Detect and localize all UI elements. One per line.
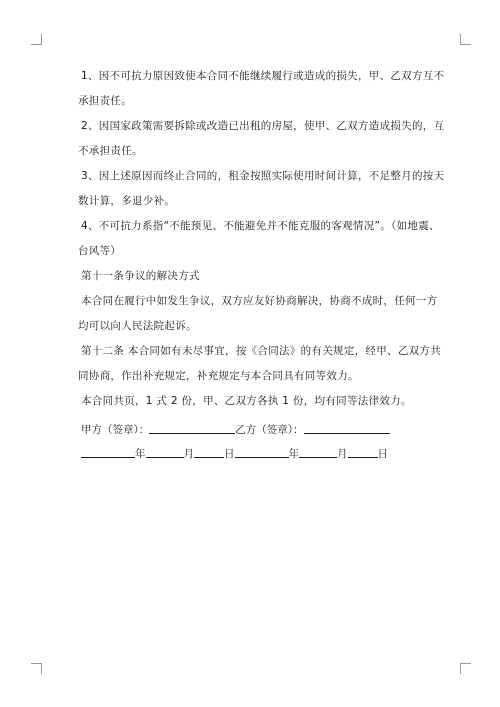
date-line [81, 446, 388, 461]
party-a-year-blank[interactable] [81, 446, 135, 458]
clause-4: 4、不可抗力系指“不能预见、不能避免并不能克服的客观情况”。（如地震、台风等） [78, 220, 440, 257]
party-b-signature-blank[interactable] [304, 422, 390, 434]
crop-mark-bottom-left [31, 663, 42, 674]
party-a-day-blank[interactable] [194, 446, 224, 458]
article-12-text: 第十二条 本合同如有未尽事宜，按《合同法》的有关规定，经甲、乙双方共同协商，作出补充规定，补充规定与本合同具有同等效力。 [78, 345, 442, 382]
party-a-month-blank[interactable] [146, 446, 184, 458]
crop-mark-top-left [31, 34, 42, 45]
signature-line [81, 422, 390, 437]
day-label: 日 [377, 448, 388, 460]
article-11-text: 本合同在履行中如发生争议，双方应友好协商解决，协商不成时，任何一方均可以向人民法院起诉。 [78, 295, 438, 332]
clause-2: 2、因国家政策需要拆除或改造已出租的房屋，使甲、乙双方造成损失的，互不承担责任。 [78, 120, 445, 157]
article-11-heading: 第十一条争议的解决方式 [81, 270, 200, 282]
crop-mark-bottom-right [460, 663, 471, 674]
day-label: 日 [224, 448, 235, 460]
party-b-year-blank[interactable] [235, 446, 289, 458]
party-b-signature-label: 乙方（签章）： [235, 424, 304, 436]
copies-statement: 本合同共页，1 式 2 份，甲、乙双方各执 1 份，均有同等法律效力。 [81, 395, 412, 407]
month-label: 月 [183, 448, 194, 460]
party-a-signature-blank[interactable] [149, 422, 235, 434]
party-b-month-blank[interactable] [299, 446, 337, 458]
clause-1: 1、因不可抗力原因致使本合同不能继续履行或造成的损失，甲、乙双方互不承担责任。 [78, 70, 445, 107]
party-b-day-blank[interactable] [348, 446, 378, 458]
clause-3: 3、因上述原因而终止合同的，租金按照实际使用时间计算，不足整月的按天数计算，多退少补。 [78, 170, 445, 207]
year-label: 年 [135, 448, 146, 460]
month-label: 月 [337, 448, 348, 460]
crop-mark-top-right [460, 34, 471, 45]
party-a-signature-label: 甲方（签章）： [81, 424, 150, 436]
year-label: 年 [288, 448, 299, 460]
